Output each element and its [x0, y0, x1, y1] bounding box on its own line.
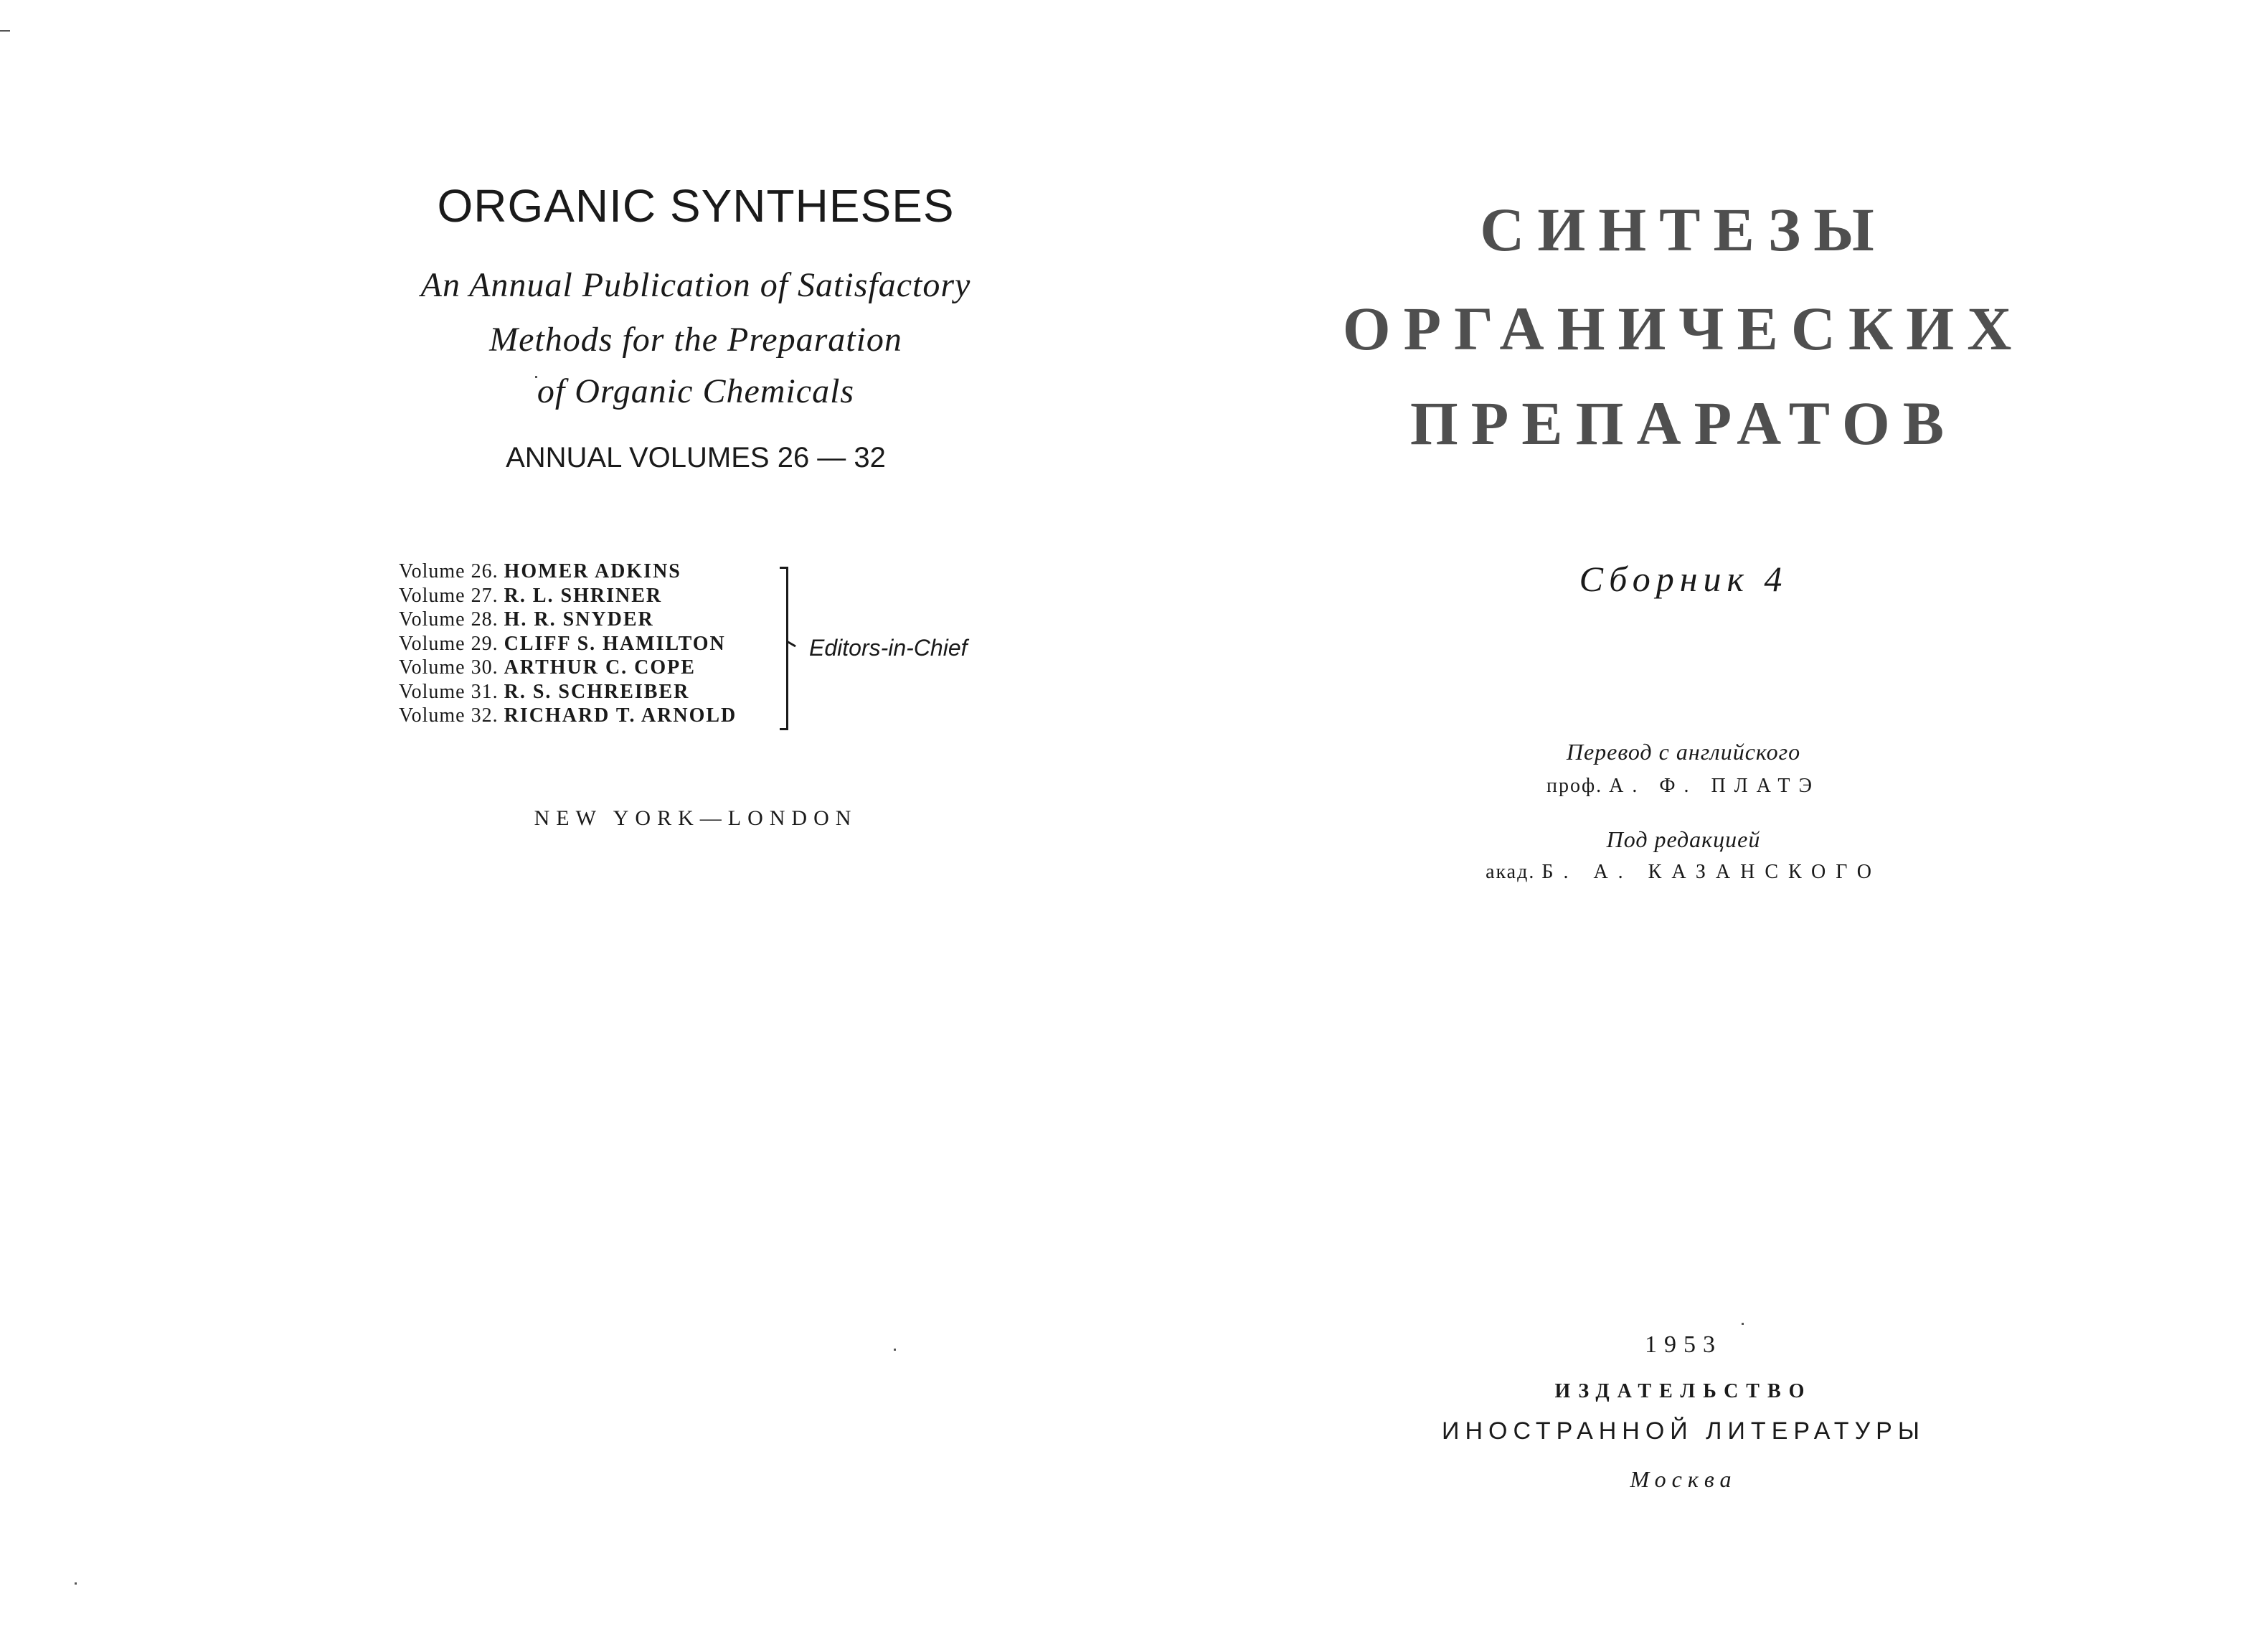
english-subtitle-line-1: An Annual Publication of Satisfactory — [420, 266, 971, 304]
volume-row — [399, 656, 737, 680]
volume-editor: R. L. SHRINER — [504, 584, 663, 607]
publication-year: 1953 — [1645, 1331, 1722, 1358]
volume-label: Volume 31. — [399, 680, 499, 703]
editor — [1119, 861, 2248, 884]
editorship-line: Под редакцией — [1606, 826, 1761, 852]
volume-editor: CLIFF S. HAMILTON — [504, 632, 726, 655]
volume-editor-list — [399, 560, 737, 728]
translator-title: проф. — [1546, 775, 1603, 797]
editors-in-chief-label: Editors-in-Chief — [809, 635, 968, 661]
scan-speck — [1742, 1323, 1744, 1325]
volume-row — [399, 632, 737, 656]
russian-title-line-1: СИНТЕЗЫ — [1480, 195, 1887, 264]
editor-title: акад. — [1486, 861, 1536, 883]
volume-editor: ARTHUR C. COPE — [504, 656, 696, 679]
volume-label: Volume 30. — [399, 656, 499, 679]
english-subtitle-line-3: of Organic Chemicals — [537, 372, 855, 410]
publication-city-english: NEW YORK—LONDON — [534, 806, 858, 830]
right-page — [1119, 0, 2248, 1652]
scan-speck — [894, 1349, 896, 1351]
volume-editor: R. S. SCHREIBER — [504, 680, 690, 703]
annual-volumes: ANNUAL VOLUMES 26 — 32 — [506, 442, 886, 473]
volume-editor: RICHARD T. ARNOLD — [504, 704, 737, 727]
volume-label: Volume 26. — [399, 560, 499, 582]
russian-title-line-3: ПРЕПАРАТОВ — [1409, 389, 1957, 458]
publisher-line-2: ИНОСТРАННОЙ ЛИТЕРАТУРЫ — [1442, 1417, 1925, 1445]
volume-editor: HOMER ADKINS — [504, 560, 681, 582]
volume-row — [399, 608, 737, 632]
translator — [1119, 775, 2248, 798]
volume-editor: H. R. SNYDER — [504, 608, 654, 631]
translation-line: Перевод с английского — [1566, 739, 1801, 765]
scan-mark — [0, 30, 10, 32]
volume-label: Volume 28. — [399, 608, 499, 631]
editor-name: Б. А. КАЗАНСКОГО — [1541, 861, 1881, 883]
publication-city-russian: Москва — [1630, 1466, 1737, 1492]
scan-speck — [535, 376, 537, 378]
volume-row — [399, 680, 737, 704]
publisher-line-1: ИЗДАТЕЛЬСТВО — [1554, 1380, 1813, 1402]
translator-name: А. Ф. ПЛАТЭ — [1609, 775, 1821, 797]
volume-row — [399, 704, 737, 728]
volume-row — [399, 560, 737, 584]
english-subtitle-line-2: Methods for the Preparation — [489, 321, 902, 359]
volume-label: Volume 29. — [399, 632, 499, 655]
english-title: ORGANIC SYNTHESES — [437, 180, 955, 232]
left-page — [0, 0, 1119, 1652]
volume-row — [399, 584, 737, 608]
curly-brace — [776, 567, 788, 730]
volume-label: Volume 27. — [399, 584, 499, 607]
volume-label: Volume 32. — [399, 704, 499, 727]
russian-title-line-2: ОРГАНИЧЕСКИХ — [1342, 294, 2025, 363]
collection-number: Сборник 4 — [1579, 559, 1788, 599]
scan-speck — [75, 1582, 77, 1585]
